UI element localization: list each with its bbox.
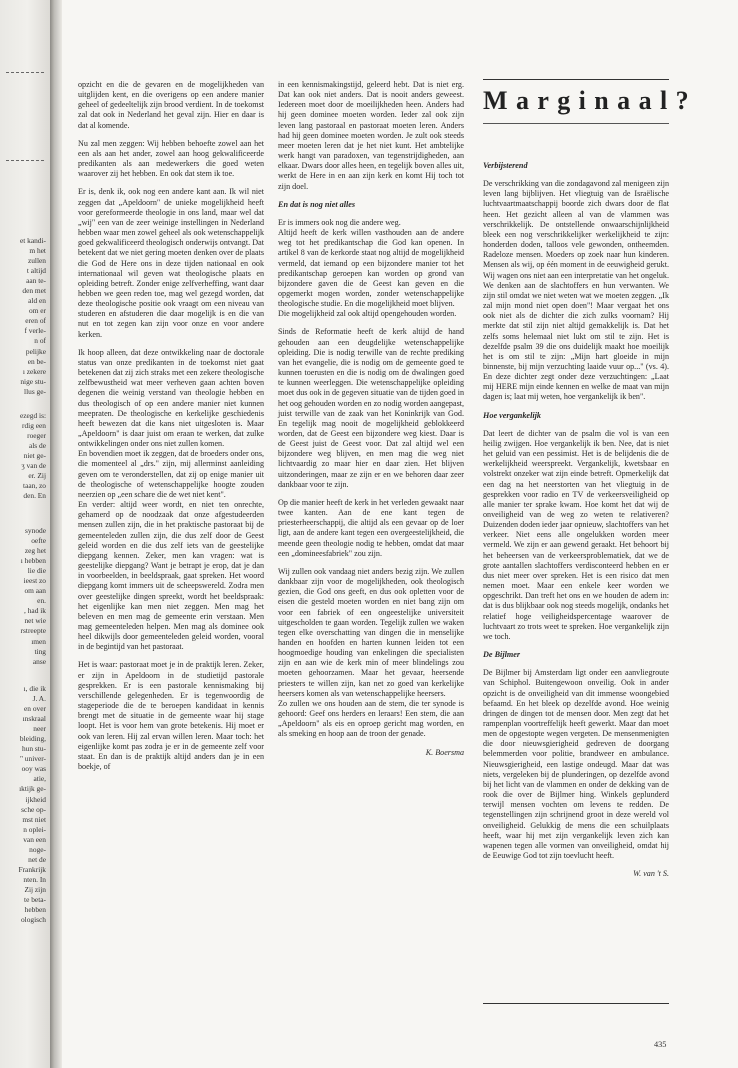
masthead-top-rule (483, 79, 669, 80)
column-bottom-rule (483, 1003, 669, 1004)
previous-page-edge (0, 0, 50, 1068)
paragraph: Sinds de Reformatie heeft de kerk altijd de hand gehouden aan een deugdelijke wetenschappelijke opleiding. Die is nodig terwille van de rechte prediking van het evangelie, die is nodig om de gemeente goed te kunnen toerusten en die is nodig om de dwalingen goed te kunnen weerleggen. Die wetenschappelijke opleiding moet dus ook in de gegeven situatie van de tijden goed in het oog gehouden worden en zo nodig worden aangepast, juist terwille van de zaak van het Koninkrijk van God. En tegelijk mag nooit de mogelijkheid geblokkeerd worden, dat de Geest een bijzondere weg kiest. Daar is de Geest juist de Geest voor. Dat zal altijd wel een bijzondere weg blijven, en men mag die weg niet lichtvaardig zo maar hier en daar zien. Het blijven uitzonderingen, maar ze zijn er en we behoren daar zeer dankbaar voor te zijn. (278, 327, 464, 489)
paragraph: opzicht en die de gevaren en de mogelijkheden van uitglijden kent, en die overigens op een andere manier geheel of gedeeltelijk zijn brood verdient. In de toekomst zal dat ook in Nederland het geval zijn. Hier en daar is dat al komende. (78, 80, 264, 130)
dashed-rule (6, 160, 44, 161)
section-heading: Hoe vergankelijk (483, 410, 541, 420)
paragraph: in een kennismakingstijd, geleerd hebt. Dat is niet erg. Dat kan ook niet anders. Dat is nooit anders geweest. Iedereen moet door de moeilijkheden heen. Anders had hij geen dominee moeten worden. Ieder zal ook zijn leven lang pastoraal en pastoraat moeten leren. Anders had hij geen dominee moeten worden. Je zult ook steeds meer moeten leren dat je het niet kunt. Het ambtelijke werk hangt van paradoxen, van tegenstrijdigheden, aan elkaar. Dwars door alles heen, en tegelijk boven alles uit, werkt de Here in en aan zijn kerk en komt Hij toch tot zijn doel. (278, 80, 464, 191)
text-fragment: ezegd is: rdig een roeger als de niet ge- ʒ van de er. Zij taan, zo den. En (19, 411, 46, 501)
paragraph: Dat leert de dichter van de psalm die vol is van een heilig zwijgen. Hoe vergankelijk ik ben. Nee, dat is niet het geluid van een pessimist. Het is de belijdenis die de werkelijkheid weerspreekt. Vergankelijk, kwetsbaar en volstrekt onzeker wat zijn einde betreft. Opmerkelijk dat een dag na het neerstorten van het vliegtuig in de gesprekken voor radio en TV de verkeersveiligheid op alle manier ter sprake kwam. Hoe komt het dat wij de onveiligheid van de weg zo weten te relativeren? Duizenden doden ieder jaar opnieuw, slachtoffers van het verkeer. Niet eens alle ongelukken worden meer vermeld. We zijn er aan gewend geraakt. Het behoort bij het beheersen van de verkeersproblematiek, dat we de grote aantallen slachtoffers verdisconteerd hebben en er dus niet meer over spreken. Het is een risico dat men nemen moet. Maar een enkele keer worden we opgeschrikt. Dan treft het ons en we houden de adem in: dat is dus blijkbaar ook nog steeds mogelijk, ondanks het relatief hoge veiligheidspercentage waarover de luchtvaart zo trots weet te spreken. Hoe vergankelijk zijn we toch. (483, 428, 669, 641)
paragraph: De Bijlmer bij Amsterdam ligt onder een aanvliegroute van Schiphol. Buitengewoon onveilig. Ook in ander opzicht is de onveiligheid van dit immense woongebied befaamd. En het bleek op dezelfde avond. Hoe weinig dringen de dingen tot de mensen door. Men zegt dat het rampenplan voortreffelijk heeft gewerkt. Maar dan moet men de opgestopte wegen vergeten. De mensenmenigten die door nieuwsgierigheid gedreven de doorgang belemmerden voor politie, brandweer en ambulance. Nieuwsgierigheid, een lastige ondeugd. Maar dat was niets, vergeleken bij de plunderingen, op dezelfde avond bij het licht van de vlammen en onder de dekking van de rook die over de Bijlmer hing. Winkels geplunderd terwijl mensen vochten om levens te redden. De tegenstellingen zijn schrijnend groot in deze wereld vol onveiligheid. Gelukkig de mens die een schuilplaats heeft, waar hij met zijn vergankelijk leven zich kan wapenen tegen alle vormen van onveiligheid, omdat hij de Eeuwige God tot zijn toevlucht heeft. (483, 668, 669, 860)
paragraph: Nu zal men zeggen: Wij hebben behoefte zowel aan het een als aan het ander, zowel aan hoog gekwalificeerde predikanten als aan medewerkers die goed weten waarover zij het hebben. En ook dat stem ik toe. (78, 138, 264, 179)
binding-gutter (50, 0, 62, 1068)
masthead-bottom-rule (483, 123, 669, 124)
paragraph: Er is, denk ik, ook nog een andere kant aan. Ik wil niet zeggen dat „Apeldoorn" de unieke mogelijkheid heeft voor gereformeerde theologie in ons land, maar wel dat „wij" een van de zeer weinige instellingen in Nederland hebben waar men zowel geheel als ook wetenschappelijk goed gekwalificeerd theologisch onderwijs ontvangt. Dat betekent dat we niet gering moeten denken over de plaats die God de Here ons in deze tijden nationaal en ook internationaal wil geven wat theologische plaats en opleiding betreft. Zonder enige zelfverheffing, want daar hebben we geen reden toe, mag wel gezegd worden, dat deze theologische positie ook vraagt om een niveau van studeren en afstuderen die daar mogelijk is en die van nut en tot zegen kan zijn voor onze en voor andere kerken. (78, 187, 264, 339)
section-heading: De Bijlmer (483, 650, 521, 660)
article-column-3 (483, 161, 669, 879)
masthead-title: Marginaal? (483, 86, 697, 115)
text-fragment: ı, die ik J. A. en over ınskraal neer bleiding, hun stu- " univer- ooy was atie, ıktijk ge- ijkheid sche op- mst niet n oplei- van een noge- net de Frankrijk nten. In Zij zijn te beta- hebben ologisch (18, 684, 46, 925)
page-number: 435 (654, 1040, 667, 1049)
paragraph: En bovendien moet ik zeggen, dat de broeders onder ons, die momenteel al „drs." zijn, mij allerminst aanleiding geven om te veronderstellen, dat zij op enige manier uit de theologische of wetenschappelijke hoogte zouden neerzien op „een schare die de wet niet kent". (78, 449, 264, 499)
text-fragment: synode oefte zeg het ı hebben lie die ieest zo om aan en. , had ik net wie rstreepte ımen ting anse (20, 526, 46, 666)
author-signature: W. van 't S. (633, 869, 669, 879)
section-heading: En dat is nog niet alles (278, 199, 356, 209)
paragraph: En verder: altijd weer wordt, en niet ten onrechte, gehamerd op de noodzaak dat onze afgestudeerden mensen zullen zijn, die in het praktische pastoraat bij de gemeenteleden zullen zijn, die dus zelf door de Geest geleid worden en die dus zelf iets van de geestelijke diepgang kennen. Zeker, men kan vragen: wat is geestelijke diepgang? Want je betrapt je erop, dat je dan in voorbeelden, in beeldspraak, gaat spreken. Het woord diepgang komt immers uit de scheepswereld. Zodra men over geestelijke dingen spreekt, wordt het beeldspraak: het eigenlijke kan men niet zeggen. Men mag het beleven en men mag de gemeente erin verstaan. Men mag gemeenteleden helpen. Men mag als dominee ook heel dikwijls door gemeenteleden geleid worden, vooral in de begintijd van het pastoraat. (78, 500, 264, 652)
dashed-rule (6, 72, 44, 73)
paragraph: Zo zullen we ons houden aan de stem, die ter synode is gehoord: Geef ons herders en leraars! Een stem, die aan „Apeldoorn" als eis en oproep gericht mag worden, en als smeking en hoop aan de troon der genade. (278, 698, 464, 739)
text-fragment: et kandi- m het zullen t altijd aan te- den met ald en om er eren of f verle- n of pelijke en be- ı zekere nige stu- llus ge- (19, 236, 46, 396)
paragraph: Altijd heeft de kerk willen vasthouden aan de andere weg tot het predikantschap die God kan openen. In artikel 8 van de kerkorde staat nog altijd de mogelijkheid vermeld, dat iemand op een bijzondere manier tot het predikantschap geroepen kan worden op grond van bijzondere gaven die de Geest kan geven en die opgemerkt mogen worden, zonder wetenschappelijke theologische studie. En die mogelijkheid moet blijven. (278, 228, 464, 309)
paragraph: Die mogelijkheid zal ook altijd opengehouden worden. (278, 309, 457, 319)
paragraph: Op die manier heeft de kerk in het verleden gewaakt naar twee kanten. Aan de ene kant tegen de priesterheerschappij, die altijd als een gevaar op de loer ligt, aan de andere kant tegen een overgeestelijkheid, die meende geen theologie nodig te hebben, omdat dat maar een „domineesfabriek" zou zijn. (278, 497, 464, 558)
paragraph: Wij zullen ook vandaag niet anders bezig zijn. We zullen dankbaar zijn voor de mogelijkheden, ook theologisch gezien, die God ons geeft, en dus ook opletten voor de eisen die gesteld moeten worden en niet bang zijn om voor een fabriek of een ongeestelijke universiteit uitgescholden te gaan worden. Tegelijk zullen we waken tegen elke overschatting van dingen die in menselijke handen en hoofden en harten kunnen leiden tot een hoogmoedige houding van enkelingen die specialisten zijn en aan wie de kerk min of meer blindelings zou moeten gehoorzamen. Maar het gevaar, heersende priesters te willen zijn, kan net zo goed van kerkelijke heersers komen als van wetenschappelijke heersers. (278, 566, 464, 698)
paragraph: Er is immers ook nog die andere weg. (278, 217, 401, 227)
paragraph: Ik hoop alleen, dat deze ontwikkeling naar de doctorale status van onze predikanten in de toekomst niet gaat betekenen dat zij zich straks met een zekere theologische zelfbewustheid wat meer verheven gaan achten boven degenen die weinig verstand van theologie hebben en dus theologisch of op een andere manier niet kunnen meepraten. De theologische en kerkelijke geschiedenis heeft bewezen dat die kans niet uitgesloten is. Maar „Apeldoorn" is daar juist om eraan te werken, dat zulke ontwikkelingen onder ons niet zullen komen. (78, 347, 264, 449)
paragraph: Het is waar: pastoraat moet je in de praktijk leren. Zeker, er zijn in Apeldoorn in de studietijd pastorale gesprekken. Er is een pastorale kennismaking bij verschillende gelegenheden. Er is tegenwoordig de stageperiode die de te beroepen kandidaat in kennis brengt met de situatie in de gemeente waar hij stage loopt. Het is voor hem van grote betekenis. Hij moet er ook van leren. Hij zal ervan willen leren. Maar toch: het eigenlijke komt pas zodra je er in de gemeente zelf voor staat. En dan is de praktijk altijd anders dan je in een boekje, of (78, 660, 264, 771)
article-column-1 (78, 80, 264, 780)
paragraph: De verschrikking van die zondagavond zal menigeen zijn leven lang bijblijven. Het vliegtuig van de Israëlische luchtvaartmaatschappij boorde zich dwars door de flat heen. Het gezicht alleen al van de vlammen was verschrikkelijk. De ontstellende onwaarschijnlijkheid bleek een nog verschrikkelijker werkelijkheid te zijn: honderden doden, talloos vele gewonden, ontheemden. Radeloze mensen. Moeders op zoek naar hun kinderen. Mensen als wij, op één moment in de eeuwigheid gerukt. Wij wagen ons niet aan een interpretatie van het ongeluk. We denken aan de slachtoffers en hun verwanten. We zijn stil omdat we niet weten wat we moeten zeggen. „Ik zal mijn mond niet open doen"! Maar vergaat het ons ook niet als de dichter die zich zulks voornam? Hij merkte dat stil zijn niet altijd gemakkelijk is. Dat het zelfs soms helemaal niet lukt om stil te zijn. Het is dezelfde psalm 39 die ons duidelijk maakt hoe moeilijk het is om stil te zijn: „Mijn hart gloeide in mijn binnenste, bij mijn verzuchting laaide vuur op..." (vs. 4). En deze dichter zegt onder deze verzuchtingen: „Laat mij HERE mijn einde kennen en welke de maat van mijn dagen is; laat mij weten, hoe vergankelijk ik ben". (483, 179, 669, 402)
article-column-2 (278, 80, 464, 758)
author-signature: K. Boersma (425, 747, 464, 757)
section-heading: Verbijsterend (483, 161, 528, 170)
